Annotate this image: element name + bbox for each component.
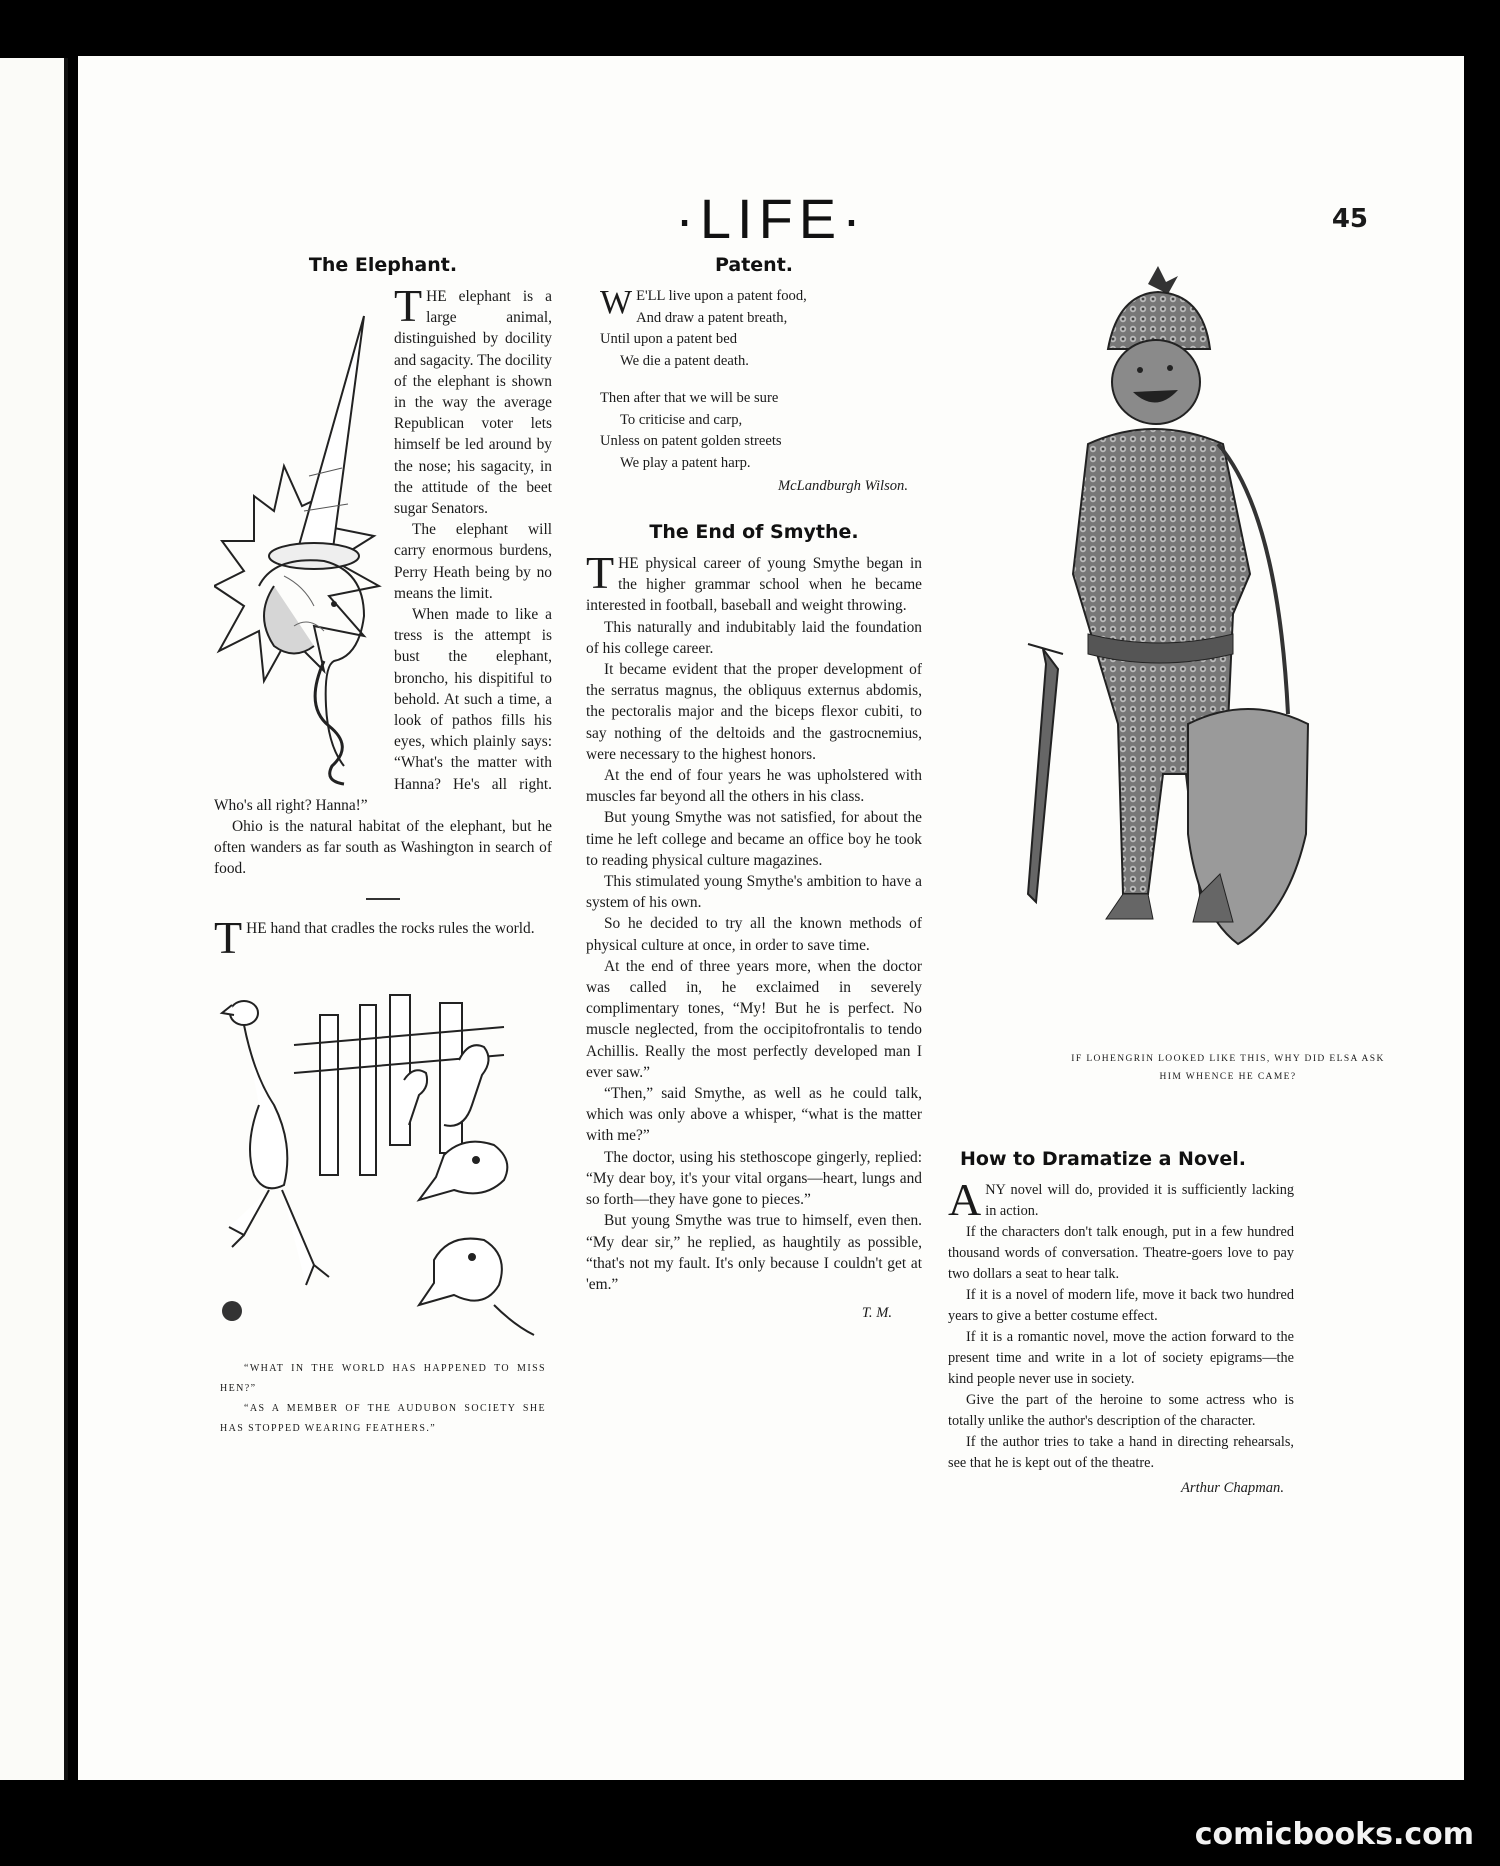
smythe-paragraph: “Then,” said Smythe, as well as he could talk, which was only above a whisper, “what is the matter with me?” — [586, 1085, 922, 1145]
patent-author: McLandburgh Wilson. — [778, 478, 908, 494]
poem-line: To criticise and carp, — [620, 411, 743, 428]
column-elephant — [214, 254, 552, 1439]
cartoon-caption-question: “WHAT IN THE WORLD HAS HAPPENED TO MISS HEN?” — [220, 1362, 546, 1394]
smythe-paragraph: At the end of four years he was upholstered with muscles far beyond all the others in his class. — [586, 767, 922, 806]
column-patent-smythe — [586, 254, 922, 1322]
column-lohengrin — [948, 254, 1388, 1086]
elephant-title: The Elephant. — [308, 254, 458, 276]
novel-paragraph: ANY novel will do, provided it is sufficiently lacking in action. — [948, 1174, 1294, 1225]
smythe-paragraph: But young Smythe was not satisfied, for about the time he left college and became an office boy he took to reading physical culture magazines. — [586, 809, 922, 869]
smythe-paragraph: This naturally and indubitably laid the foundation of his college career. — [586, 618, 922, 657]
poem-line: We die a patent death. — [620, 352, 749, 369]
novel-paragraph: If the author tries to take a hand in directing rehearsals, see that he is kept out of the theatre. — [948, 1434, 1294, 1471]
smythe-author: T. M. — [861, 1305, 892, 1322]
cartoon-caption-answer: “AS A MEMBER OF THE AUDUBON SOCIETY SHE HAS STOPPED WEARING FEATHERS.” — [220, 1402, 546, 1434]
smythe-paragraph: At the end of three years more, when the doctor was called in, he exclaimed in severely complimentary tones, “My! But he is perfect. No muscle neglected, from the occipitofrontalis to tendo Achillis. Really the most perfectly developed man I ever saw.” — [586, 957, 922, 1081]
smythe-body — [586, 547, 922, 1295]
smythe-paragraph: THE physical career of young Smythe began in the higher grammar school when he became interested in football, baseball and weight throwing. — [586, 547, 922, 615]
poem-line: Until upon a patent bed — [600, 331, 737, 347]
elephant-paragraph: THE elephant is a large animal, distinguished by docility and sagacity. The docility of the elephant is shown in the way the average Republican voter lets himself be led around by the nose; his sagacity, in the attitude of the beet sugar Senators. — [394, 280, 552, 518]
elephant-paragraph: Ohio is the natural habitat of the elephant, but he often wanders as far south as Washington in search of food. — [214, 818, 552, 878]
cartoon-hen-geese — [214, 965, 552, 1345]
elephant-dropcap: T — [394, 280, 423, 331]
elephant-paragraph: The elephant will carry enormous burdens, Perry Heath being by no means the limit. — [394, 521, 552, 602]
poem-line: Unless on patent golden streets — [600, 433, 782, 449]
smythe-paragraph: But young Smythe was true to himself, even then. “My dear sir,” he replied, as haughtily as possible, “that's not my fault. It's only because I couldn't get at 'em.” — [586, 1212, 922, 1293]
section-divider — [366, 898, 400, 900]
artist-monogram — [222, 1301, 242, 1321]
cartoon-caption — [214, 1359, 552, 1439]
facing-page-edge — [0, 58, 68, 1780]
novel-paragraph: Give the part of the heroine to some actress who is totally unlike the author's description of the character. — [948, 1392, 1294, 1429]
poem-stanza — [600, 388, 922, 474]
masthead: ·LIFE· — [675, 187, 867, 250]
novel-dropcap: A — [948, 1174, 982, 1225]
smythe-paragraph: This stimulated young Smythe's ambition to have a system of his own. — [586, 873, 922, 912]
novel-paragraph: If the characters don't talk enough, put in a few hundred thousand words of conversation. Theatre-goers love to pay two dollars a seat to hear talk. — [948, 1224, 1294, 1282]
lohengrin-caption: IF LOHENGRIN LOOKED LIKE THIS, WHY DID ELSA ASK HIM WHENCE HE CAME? — [1071, 1054, 1385, 1082]
magazine-page — [78, 56, 1464, 1780]
poem-line: E'LL live upon a patent food, — [636, 288, 807, 304]
novel-paragraph: If it is a novel of modern life, move it back two hundred years to give a better costume effect. — [948, 1287, 1294, 1324]
smythe-paragraph: So he decided to try all the known methods of physical culture at once, in order to save time. — [586, 915, 922, 954]
smythe-paragraph: It became evident that the proper development of the serratus magnus, the obliquus externus abdomis, the pectoralis major and the biceps flexor cubiti, to say nothing of the deltoids and the gastrocnemius, were necessary to the highest honors. — [586, 661, 922, 763]
patent-poem — [586, 286, 922, 474]
page-number: 45 — [1331, 204, 1368, 234]
poem-stanza — [600, 286, 922, 372]
hand-text: HE hand that cradles the rocks rules the world. — [246, 919, 535, 937]
elephant-illustration — [214, 286, 384, 786]
smythe-title: The End of Smythe. — [649, 521, 859, 543]
novel-body — [948, 1174, 1294, 1474]
hand-dropcap: T — [214, 911, 243, 963]
hand-epigram — [214, 911, 552, 963]
smythe-dropcap: T — [586, 547, 615, 598]
column-novel — [948, 1148, 1294, 1497]
patent-dropcap: W — [600, 284, 633, 321]
poem-line: We play a patent harp. — [620, 454, 751, 471]
patent-title: Patent. — [714, 254, 794, 276]
poem-line: And draw a patent breath, — [636, 309, 788, 326]
smythe-paragraph: The doctor, using his stethoscope gingerly, replied: “My dear boy, it's your vital organs—heart, lungs and so forth—they have gone to pieces.” — [586, 1148, 922, 1209]
novel-paragraph: If it is a romantic novel, move the action forward to the present time and write in a lot of society epigrams—the kind people never use in society. — [948, 1329, 1294, 1387]
novel-author: Arthur Chapman. — [1181, 1480, 1284, 1496]
elephant-paragraph: When made to like a tress is the attempt is bust the elephant, broncho, his dispitiful to behold. At such a time, a look of pathos fills his eyes, which plainly says: “What's the matter with Hanna? He's all right. Who's all right? Hanna!” — [214, 606, 552, 814]
novel-title: How to Dramatize a Novel. — [960, 1148, 1247, 1170]
watermark: comicbooks.com — [1194, 1817, 1474, 1852]
lohengrin-illustration — [988, 254, 1318, 994]
poem-line: Then after that we will be sure — [600, 390, 779, 406]
